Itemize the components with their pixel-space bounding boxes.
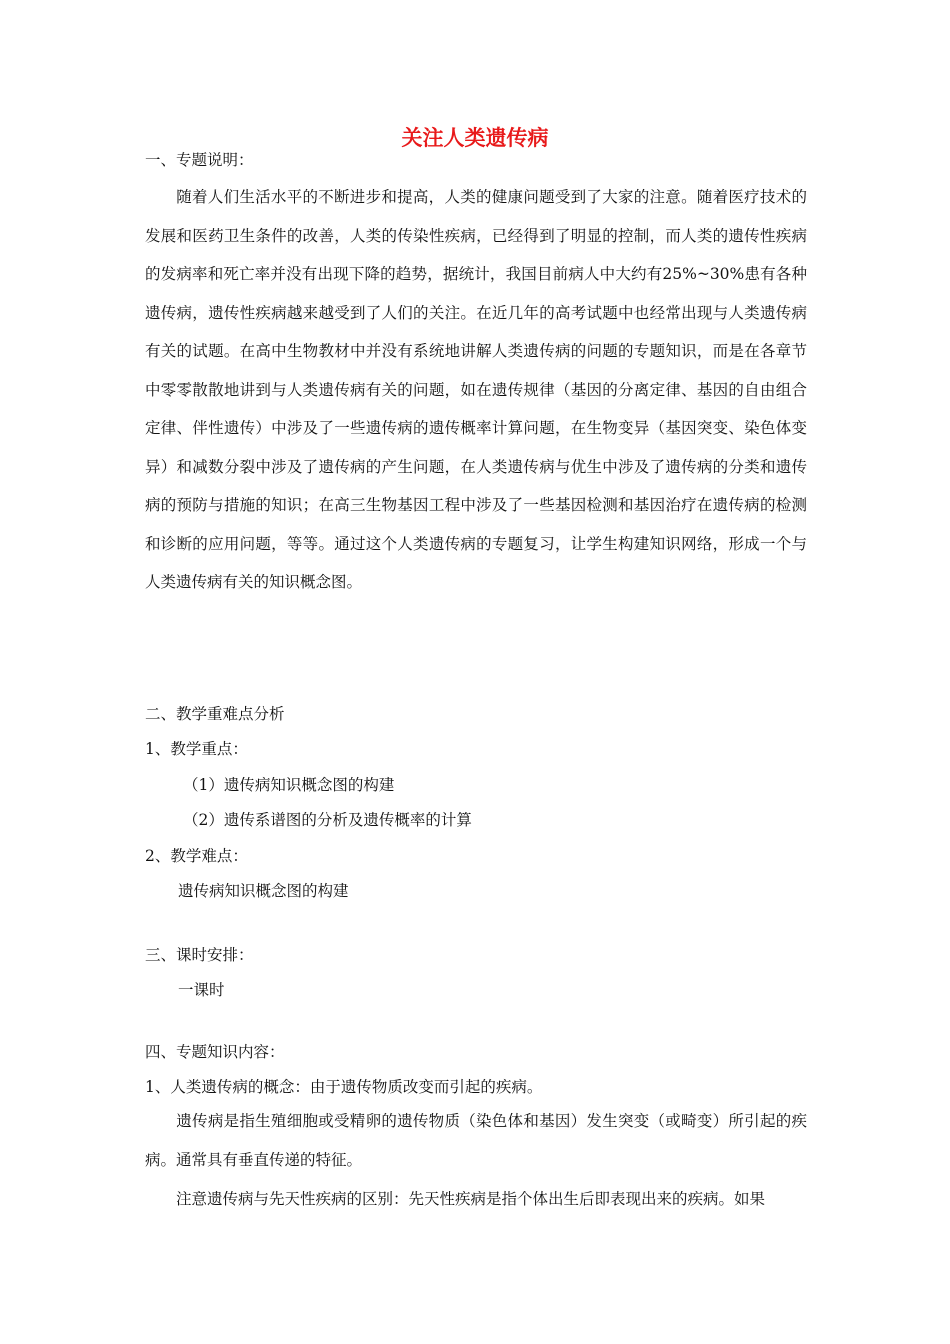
focus-item-2: （2）遗传系谱图的分析及遗传概率的计算: [183, 811, 472, 829]
section3-heading: 三、课时安排：: [145, 946, 254, 964]
section3-text: 一课时: [178, 981, 225, 999]
section4-para2: [145, 1180, 807, 1219]
section1-paragraph: [145, 178, 807, 602]
focus-item-1: （1）遗传病知识概念图的构建: [183, 776, 395, 794]
section4-heading: 四、专题知识内容：: [145, 1043, 285, 1061]
difficulty-heading: 2、教学难点：: [145, 847, 248, 865]
section4-item1: 1、人类遗传病的概念：由于遗传物质改变而引起的疾病。: [145, 1078, 543, 1096]
section4-para1-text: 遗传病是指生殖细胞或受精卵的遗传物质（染色体和基因）发生突变（或畸变）所引起的疾病。通常具有垂直传递的特征。: [145, 1112, 807, 1169]
section4-para1: [145, 1102, 807, 1179]
difficulty-text: 遗传病知识概念图的构建: [178, 882, 349, 900]
focus-heading: 1、教学重点：: [145, 740, 248, 758]
section1-heading: 一、专题说明：: [145, 151, 254, 169]
section2-heading: 二、教学重难点分析: [145, 705, 285, 723]
section1-paragraph-text: 随着人们生活水平的不断进步和提高，人类的健康问题受到了大家的注意。随着医疗技术的发展和医药卫生条件的改善，人类的传染性疾病，已经得到了明显的控制，而人类的遗传性疾病的发病率和死亡率并没有出现下降的趋势，据统计，我国目前病人中大约有25%~30%患有各种遗传病，遗传性疾病越来越受到了人们的关注。在近几年的高考试题中也经常出现与人类遗传病有关的试题。在高中生物教材中并没有系统地讲解人类遗传病的问题的专题知识，而是在各章节中零零散散地讲到与人类遗传病有关的问题，如在遗传规律（基因的分离定律、基因的自由组合定律、伴性遗传）中涉及了一些遗传病的遗传概率计算问题，在生物变异（基因突变、染色体变异）和减数分裂中涉及了遗传病的产生问题，在人类遗传病与优生中涉及了遗传病的分类和遗传病的预防与措施的知识；在高三生物基因工程中涉及了一些基因检测和基因治疗在遗传病的检测和诊断的应用问题，等等。通过这个人类遗传病的专题复习，让学生构建知识网络，形成一个与人类遗传病有关的知识概念图。: [145, 188, 807, 591]
section4-para2-text: 注意遗传病与先天性疾病的区别：先天性疾病是指个体出生后即表现出来的疾病。如果: [176, 1190, 766, 1208]
document-title: 关注人类遗传病: [401, 125, 549, 150]
